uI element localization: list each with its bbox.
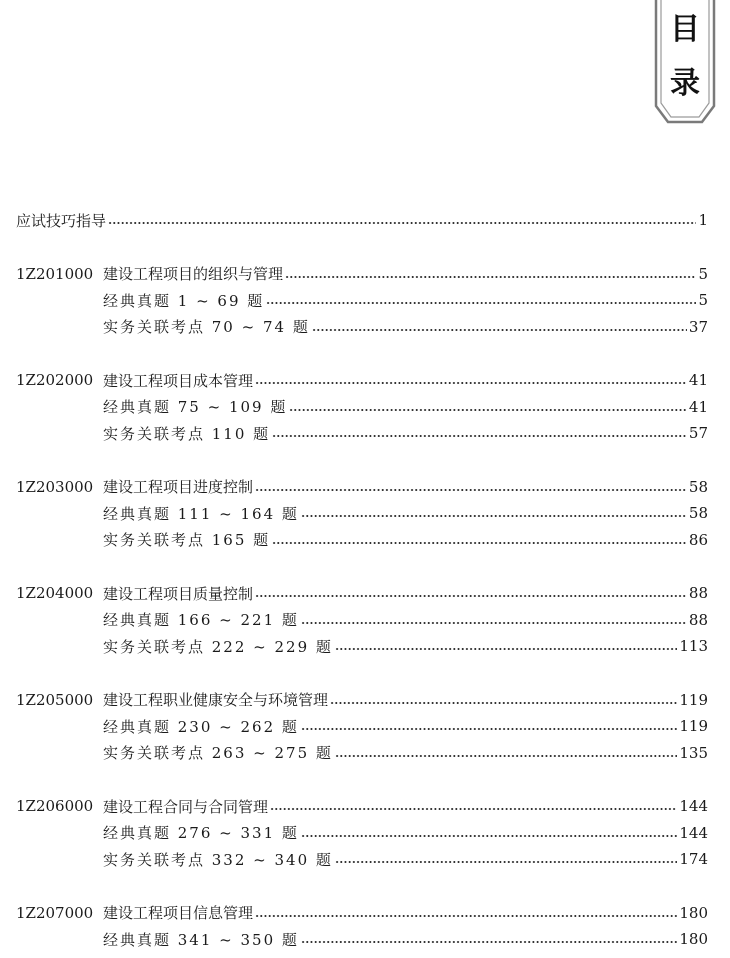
- toc-subentry[interactable]: [16, 607, 708, 634]
- toc-chapter-1z204000[interactable]: [16, 580, 708, 607]
- chapter-title: 建设工程项目的组织与管理: [103, 265, 284, 284]
- chapter-title: 建设工程项目进度控制: [103, 478, 254, 497]
- chapter-title: 建设工程职业健康安全与环境管理: [103, 691, 329, 710]
- dot-leader: [270, 808, 677, 810]
- toc-page-number: 58: [688, 504, 708, 523]
- toc-page-number: 119: [679, 690, 708, 709]
- toc-page-number: 41: [688, 371, 708, 390]
- dot-leader: [335, 648, 677, 650]
- toc-subentry[interactable]: [16, 926, 708, 953]
- subentry-title: 实务关联考点 70 ~ 74 题: [103, 318, 310, 337]
- toc-page-number: 174: [679, 850, 708, 869]
- toc-subentry[interactable]: [16, 527, 708, 554]
- subentry-title: 实务关联考点 263 ~ 275 题: [103, 744, 333, 763]
- chapter-code: 1Z201000: [16, 264, 94, 283]
- subentry-title: 实务关联考点 110 题: [103, 424, 271, 443]
- toc-page-number: 5: [698, 291, 708, 310]
- dot-leader: [335, 861, 677, 863]
- dot-leader: [289, 409, 687, 411]
- toc-page-number: 88: [688, 610, 708, 629]
- subentry-title: 经典真题 166 ~ 221 题: [103, 611, 299, 630]
- dot-leader: [255, 382, 687, 384]
- toc-subentry[interactable]: [16, 713, 708, 740]
- toc-page-number: 1: [698, 211, 708, 230]
- chapter-code: 1Z207000: [16, 903, 94, 922]
- dot-leader: [335, 755, 677, 757]
- toc-subentry[interactable]: [16, 287, 708, 314]
- dot-leader: [301, 835, 677, 837]
- dot-leader: [301, 728, 677, 730]
- toc-chapter-1z207000[interactable]: [16, 900, 708, 927]
- toc-chapter-1z202000[interactable]: [16, 367, 708, 394]
- toc-entry-intro[interactable]: [16, 207, 708, 234]
- chapter-title: 建设工程项目信息管理: [103, 904, 254, 923]
- toc-page-number: 57: [688, 424, 708, 443]
- chapter-code: 1Z206000: [16, 797, 94, 816]
- subentry-title: 经典真题 341 ~ 350 题: [103, 930, 299, 949]
- toc-entry-title: 应试技巧指导: [16, 211, 107, 230]
- toc-page-number: 144: [679, 823, 708, 842]
- dot-leader: [266, 302, 696, 304]
- dot-leader: [272, 542, 687, 544]
- toc-page-number: 58: [688, 477, 708, 496]
- subentry-title: 经典真题 111 ~ 164 题: [103, 504, 299, 523]
- dot-leader: [301, 515, 687, 517]
- toc-subentry[interactable]: [16, 314, 708, 341]
- chapter-code: 1Z202000: [16, 371, 94, 390]
- toc-page-number: 180: [679, 930, 708, 949]
- dot-leader: [255, 915, 677, 917]
- toc-chapter-1z203000[interactable]: [16, 474, 708, 501]
- toc-subentry[interactable]: [16, 420, 708, 447]
- toc-subentry[interactable]: [16, 500, 708, 527]
- chapter-title: 建设工程项目质量控制: [103, 584, 254, 603]
- toc-page-number: 144: [679, 797, 708, 816]
- chapter-code: 1Z204000: [16, 584, 94, 603]
- toc-subentry[interactable]: [16, 846, 708, 873]
- dot-leader: [285, 276, 696, 278]
- toc-page-number: 37: [688, 317, 708, 336]
- dot-leader: [301, 941, 677, 943]
- toc-page-number: 41: [688, 397, 708, 416]
- toc-page-number: 119: [679, 717, 708, 736]
- toc-subentry[interactable]: [16, 740, 708, 767]
- toc-page-number: 135: [679, 743, 708, 762]
- subentry-title: 实务关联考点 222 ~ 229 题: [103, 637, 333, 656]
- subentry-title: 经典真题 276 ~ 331 题: [103, 824, 299, 843]
- subentry-title: 经典真题 75 ~ 109 题: [103, 398, 288, 417]
- toc-chapter-1z201000[interactable]: [16, 261, 708, 288]
- table-of-contents: [16, 207, 708, 953]
- dot-leader: [330, 702, 677, 704]
- toc-chapter-1z206000[interactable]: [16, 793, 708, 820]
- subentry-title: 实务关联考点 332 ~ 340 题: [103, 850, 333, 869]
- toc-subentry[interactable]: [16, 633, 708, 660]
- toc-subentry[interactable]: [16, 394, 708, 421]
- toc-page-number: 113: [679, 637, 708, 656]
- dot-leader: [312, 329, 687, 331]
- chapter-title: 建设工程项目成本管理: [103, 371, 254, 390]
- dot-leader: [301, 622, 687, 624]
- dot-leader: [108, 222, 696, 224]
- tab-char-mu: 目: [670, 12, 700, 47]
- toc-page-number: 180: [679, 903, 708, 922]
- toc-chapter-1z205000[interactable]: [16, 687, 708, 714]
- toc-page-number: 88: [688, 584, 708, 603]
- tab-char-lu: 录: [670, 66, 700, 101]
- subentry-title: 经典真题 1 ~ 69 题: [103, 291, 265, 310]
- chapter-title: 建设工程合同与合同管理: [103, 797, 269, 816]
- subentry-title: 经典真题 230 ~ 262 题: [103, 717, 299, 736]
- dot-leader: [255, 489, 687, 491]
- subentry-title: 实务关联考点 165 题: [103, 531, 271, 550]
- chapter-code: 1Z205000: [16, 690, 94, 709]
- chapter-code: 1Z203000: [16, 477, 94, 496]
- toc-page-number: 5: [698, 264, 708, 283]
- contents-tab-badge: [654, 0, 716, 124]
- toc-page-number: 86: [688, 530, 708, 549]
- toc-subentry[interactable]: [16, 820, 708, 847]
- dot-leader: [255, 595, 687, 597]
- dot-leader: [272, 435, 687, 437]
